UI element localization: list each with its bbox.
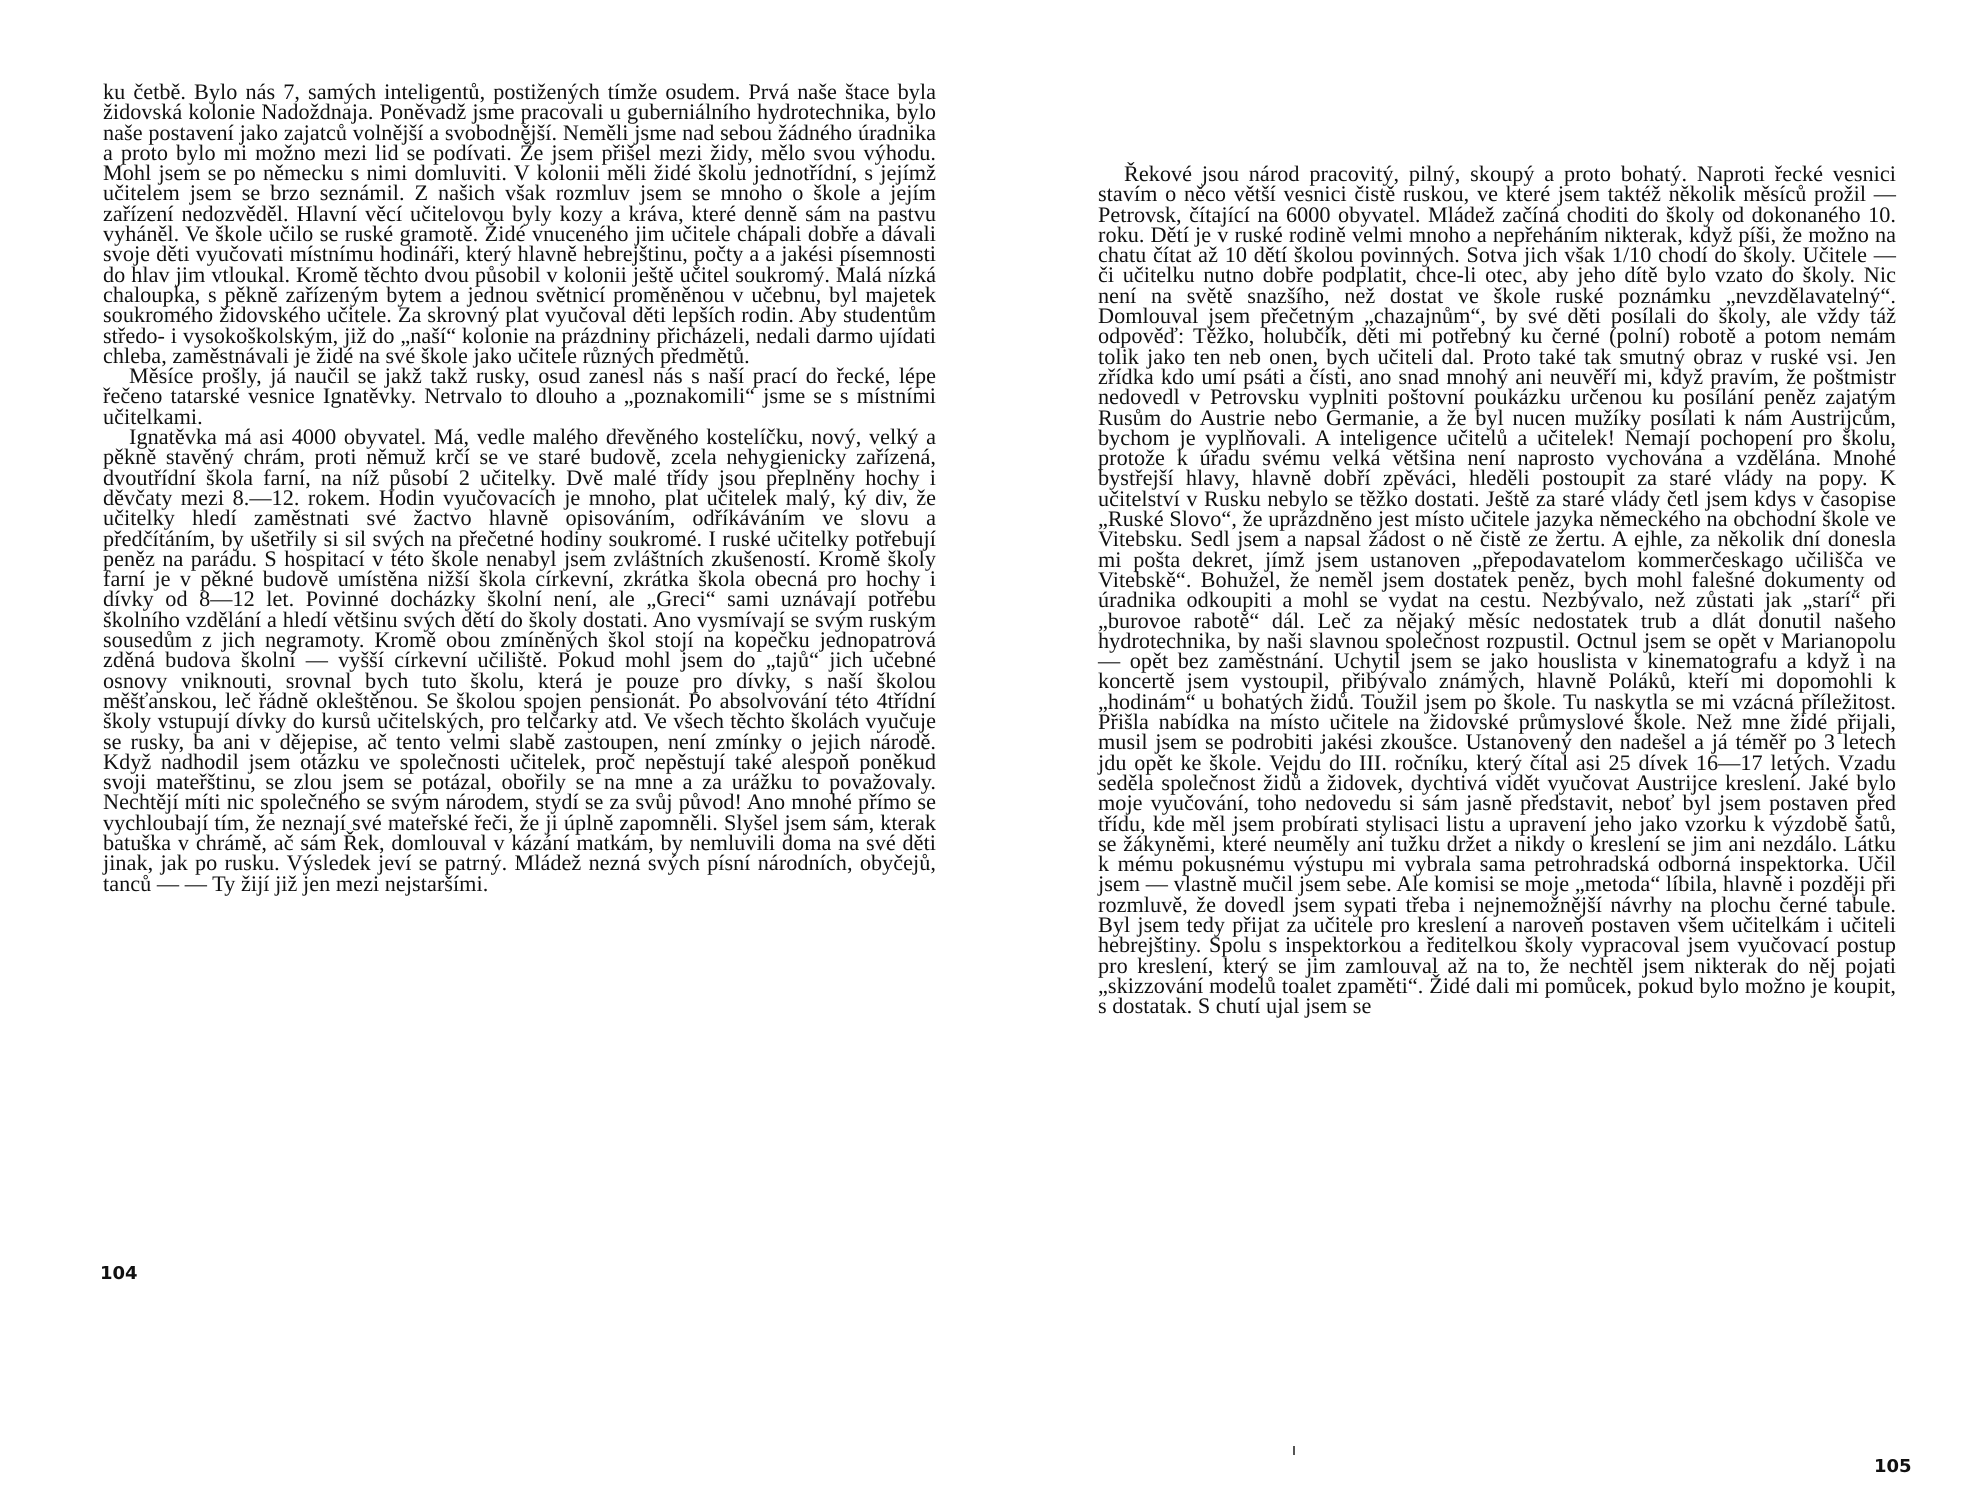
print-speck — [1293, 1446, 1295, 1455]
left-page-text — [103, 79, 936, 896]
left-paragraph-3: Ignatěvka má asi 4000 obyvatel. Má, vedle malého dřevěného kostelíčku, nový, velký a pěkně stavěný chrám, proti němuž krčí se ve staré budově, zcela nehygienicky zařízená, dvoutřídní škola farní, na níž působí 2 učitelky. Dvě malé třídy jsou přeplněny hochy i děvčaty mezi 8.—12. rokem. Hodin vyučovacích je mnoho, plat učitelek malý, ký div, že učitelky hledí zaměstnati své žactvo hlavně opisováním, odříkáváním ve slovu a předčítáním, by ušetřily si sil svých na přečetné hodiny soukromé. I ruské učitelky potřebují peněz na parádu. S hospitací v této škole nenabyl jsem zvláštních zkušeností. Kromě školy farní je v pěkné budově umístěna nižší škola církevní, zkrátka škola obecná pro hochy i dívky od 8—12 let. Povinné docházky školní není, ale „Greci“ sami uznávají potřebu školního vzdělání a hledí většinu svých dětí do školy dostati. Ano vysmívají se svým ruským sousedům z jich negramoty. Kromě obou zmíněných škol stojí na kopečku jednopatrová zděná budova školní — vyšší církevní učiliště. Pokud mohl jsem do „tajů“ jich učebné osnovy vniknouti, srovnal bych tuto školu, která je pouze pro dívky, s naší školou měšťanskou, leč řádně okleštěnou. Se školou spojen pensionát. Po absolvování této 4třídní školy vstupují dívky do kursů učitelských, pro telčarky atd. Ve všech těchto školách vyučuje se rusky, ba ani v dějepise, ač tento velmi slabě zastoupen, není zmínky o jejich národě. Když nadhodil jsem otázku ve společnosti učitelek, proč nepěstují také alespoň poněkud svoji mateřštinu, se zlou jsem se potázal, obořily se na mne a za urážku to považovaly. Nechtějí míti nic společného se svým národem, stydí se za svůj původ! Ano mnohé přímo se vychloubají tím, že neznají své mateřské řeči, že ji úplně zapomněli. Slyšel jsem sám, kterak batuška v chrámě, ač sám Řek, domlouval v kázání matkám, by nemluvili doma na své děti jinak, jak po rusku. Výsledek jeví se patrný. Mládež nezná svých písní národních, obyčejů, tanců — — Ty žijí již jen mezi nejstaršími. — [103, 424, 936, 896]
left-page — [0, 0, 980, 1500]
right-page — [985, 0, 1970, 1500]
left-page-number: 104 — [100, 1263, 138, 1284]
right-paragraph-1: Řekové jsou národ pracovitý, pilný, skoupý a proto bohatý. Naproti řecké vesnici stavím o něco větší vesnici čistě ruskou, ve které jsem taktéž několik měsíců prožil — Petrovsk, čítající na 6000 obyvatel. Mládež začíná choditi do školy od dokonaného 10. roku. Dětí je v ruské rodině velmi mnoho a nepřeháním nikterak, když píši, že možno na chatu čítat až 10 dětí školou povinných. Sotva jich však 1/10 chodí do školy. Učitele — či učitelku nutno dobře podplatit, chce-li otec, aby jeho dítě bylo vzato do školy. Nic není na světě snazšího, než dostat ve škole ruské poznámku „nevzdělavatelný“. Domlouval jsem přečetným „chazajnům“, by své děti posílali do školy, ale vždy táž odpověď: Těžko, holubčík, děti mi potřebný ku černé (polní) robotě a potom nemám tolik jako ten neb onen, bych učiteli dal. Proto také tak smutný obraz v ruské vsi. Jen zřídka kdo umí psáti a čísti, ano snad mnohý ani neuvěří mi, když pravím, že poštmistr nedovedl v Petrovsku vyplniti poštovní poukázku určenou ku posílání peněz zajatým Rusům do Austrie nebo Germanie, a že byl nucen mužíky posílati k nám Austrijcům, bychom je vyplňovali. A inteligence učitelů a učitelek! Nemají pochopení pro školu, protože k úřadu svému velká většina není naprosto vychována a vzdělána. Mnohé bystřejší hlavy, hlavně dobří zpěváci, hleděli postoupit za staré vlády na popy. K učitelství v Rusku nebylo se těžko dostati. Ještě za staré vlády četl jsem kdys v časopise „Ruské Slovo“, že uprázdněno jest místo učitele jazyka německého na obchodní škole ve Vitebsku. Sedl jsem a napsal žádost o ně čistě ze žertu. A ejhle, za několik dní donesla mi pošta dekret, jímž jsem ustanoven „přepodavatelom kommerčeskago učilišča ve Vitebskě“. Bohužel, že neměl jsem dostatek peněz, bych mohl falešné dokumenty od úradnika odkoupiti a mohl se vydat na cestu. Nezbývalo, než zůstati jak „starí“ při „burovoe rabotě“ dál. Leč za nějaký měsíc nedostatek trub a dlát donutil našeho hydrotechnika, by naši slavnou společnost rozpustil. Octnul jsem se opět v Marianopolu — opět bez zaměstnání. Uchytil jsem se jako houslista v kinematografu a když i na koncertě jsem vystoupil, přibývalo známých, hlavně Poláků, kteří mi dopomohli k „hodinám“ u bohatých židů. Toužil jsem po škole. Tu naskytla se mi vzácná příležitost. Přišla nabídka na místo učitele na židovské průmyslové škole. Než mne židé přijali, musil jsem se podrobiti jakési zkoušce. Ustanovený den nadešel a já téměř po 3 letech jdu opět ke škole. Vejdu do III. ročníku, který čítal asi 25 dívek 16—17 letých. Vzadu seděla společnost židů a židovek, dychtivá vidět vyučovat Austrijce kreslení. Jaké bylo moje vyučování, toho nedovedu si sám jasně představit, neboť byl jsem postaven před třídu, kde měl jsem probírati stylisaci listu a upravení jeho jako vzorku k výzdobě šatů, se žákyněmi, které neuměly ani tužku držet a nikdy o kreslení se jim ani nezdálo. Látku k mému pokusnému výstupu mi vybrala sama petrohradská odborná inspektorka. Učil jsem — vlastně mučil jsem sebe. Ale komisi se moje „metoda“ líbila, hlavně i později při rozmluvě, že dovedl jsem sypati třeba i nejnemožnější návrhy na plochu černé tabule. Byl jsem tedy přijat za učitele pro kreslení a naroveň postaven všem učitelkám i učiteli hebrejštiny. Spolu s inspektorkou a ředitelkou školy vypracoval jsem vyučovací postup pro kreslení, který se jim zamlouval až na to, že nechtěl jsem nikterak do něj pojati „skizzování modelů toalet zpaměti“. Židé dali mi pomůcek, pokud bylo možno je koupit, s dostatak. S chutí ujal jsem se — [1098, 161, 1896, 1019]
left-paragraph-2: Měsíce prošly, já naučil se jakž takž rusky, osud zanesl nás s naší prací do řecké, lépe řečeno tatarské vesnice Ignatěvky. Netrvalo to dlouho a „poznakomili“ jsme se s místními učitelkami. — [103, 363, 936, 429]
right-page-text — [1098, 161, 1896, 1019]
right-page-number: 105 — [1874, 1456, 1912, 1477]
left-paragraph-1: ku četbě. Bylo nás 7, samých inteligentů, postižených tímže osudem. Prvá naše štace byla židovská kolonie Nadoždnaja. Poněvadž jsme pracovali u guberniálního hydrotechnika, bylo naše postavení jako zajatců volnější a svobodnější. Neměli jsme nad sebou žádného úradnika a proto bylo mi možno mezi lid se podívati. Že jsem přišel mezi židy, mělo svou výhodu. Mohl jsem se po německu s nimi domluviti. V kolonii měli židé školu jednotřídní, s jejímž učitelem jsem se brzo seznámil. Z našich však rozmluv jsem se mnoho o škole a jejím zařízení nedozvěděl. Hlavní věcí učitelovou byly kozy a kráva, které denně sám na pastvu vyháněl. Ve škole učilo se ruské gramotě. Židé vnuceného jim učitele chápali dobře a dávali svoje děti vyučovati místnímu hodináři, který hlavně hebrejštinu, počty a a jakési písemnosti do hlav jim vtloukal. Kromě těchto dvou působil v kolonii ještě učitel soukromý. Malá nízká chaloupka, s pěkně zařízeným bytem a jednou světnicí proměněnou v učebnu, byl majetek soukromého židovského učitele. Za skrovný plat vyučoval děti lepších rodin. Aby studentům středo- i vysokoškolským, již do „naší“ kolonie na prázdniny přicházeli, nedali darmo ujídati chleba, zaměstnávali je židé na své škole jako učitele různých předmětů. — [103, 79, 936, 368]
